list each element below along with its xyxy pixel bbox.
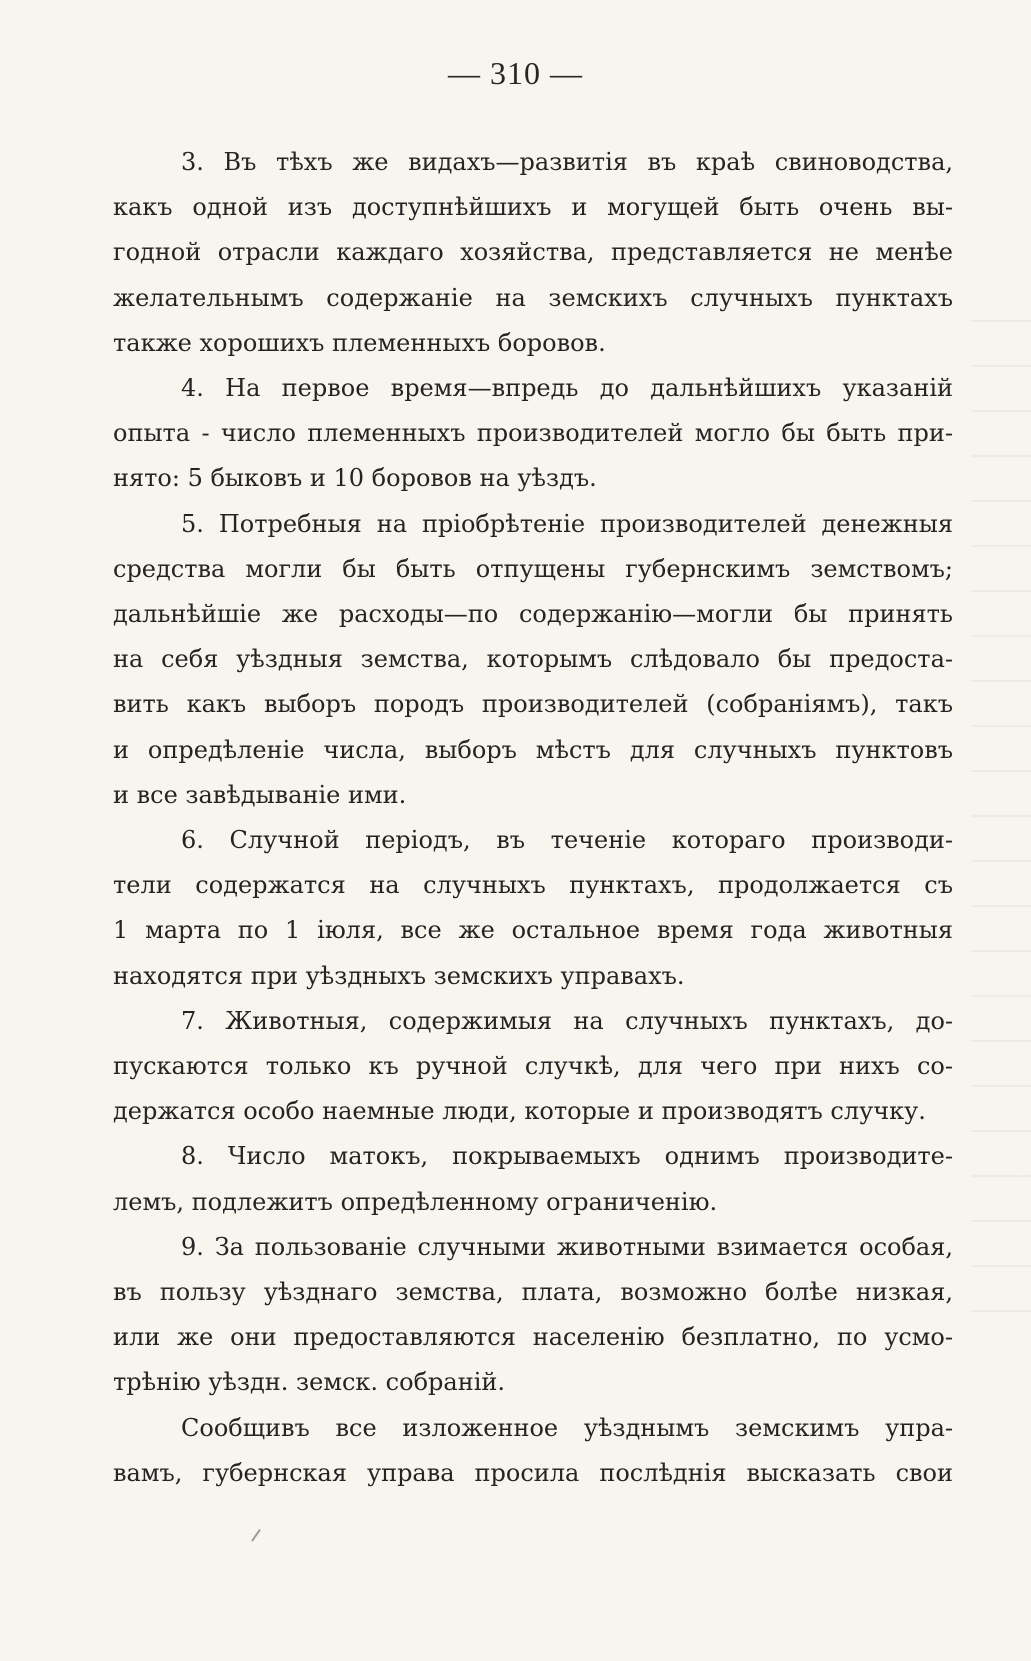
text-line: также хорошихъ племенныхъ боровов. — [113, 328, 606, 357]
paragraph-p5 — [113, 502, 953, 818]
text-line: находятся при уѣздныхъ земскихъ управахъ. — [113, 961, 685, 990]
paragraph-p10 — [113, 1406, 953, 1496]
page-number: — 310 — — [448, 55, 583, 91]
paragraph-p8 — [113, 1134, 953, 1224]
text-line: держатся особо наемные люди, которые и производятъ случку. — [113, 1097, 926, 1126]
text-line: лемъ, подлежитъ опредѣленному ограниченію. — [113, 1187, 718, 1216]
text-line: и опредѣленіе числа, выборъ мѣстъ для случныхъ пунктовъ — [113, 735, 953, 764]
text-line: дальнѣйшіе же расходы—по содержанію—могли бы принять — [113, 600, 953, 629]
stray-pencil-mark — [251, 1529, 261, 1542]
text-line: или же они предоставляются населенію безплатно, по усмо- — [113, 1323, 953, 1352]
text-line: 1 марта по 1 іюля, все же остальное время года животныя — [113, 916, 953, 945]
paragraph-p7 — [113, 999, 953, 1135]
text-line: опыта - число племенныхъ производителей могло бы быть при- — [113, 419, 953, 448]
text-line: въ пользу уѣзднаго земства, плата, возможно болѣе низкая, — [113, 1278, 953, 1307]
text-line: 3. Въ тѣхъ же видахъ—развитія въ краѣ свиноводства, — [181, 148, 953, 176]
text-line: 9. За пользованіе случными животными взимается особая, — [181, 1232, 953, 1261]
text-line: вить какъ выборъ породъ производителей (собраніямъ), такъ — [113, 690, 953, 719]
text-line: Сообщивъ все изложенное уѣзднымъ земскимъ упра- — [181, 1413, 953, 1442]
text-line: пускаются только къ ручной случкѣ, для чего при нихъ со- — [113, 1052, 953, 1081]
bleed-through-shadow — [971, 320, 1031, 1320]
paragraph-p6 — [113, 818, 953, 999]
text-line: тели содержатся на случныхъ пунктахъ, продолжается съ — [113, 871, 953, 900]
text-line: на себя уѣздныя земства, которымъ слѣдовало бы предоста- — [113, 645, 953, 674]
paragraph-p3 — [113, 140, 953, 366]
text-line: какъ одной изъ доступнѣйшихъ и могущей быть очень вы- — [113, 193, 953, 222]
text-line: 4. На первое время—впредь до дальнѣйшихъ указаній — [181, 374, 953, 403]
text-line: и все завѣдываніе ими. — [113, 780, 407, 809]
paragraph-p4 — [113, 366, 953, 502]
text-line: нято: 5 быковъ и 10 боровов на уѣздъ. — [113, 464, 597, 493]
text-line: 6. Случной періодъ, въ теченіе котораго производи- — [181, 826, 953, 855]
text-line: годной отрасли каждаго хозяйства, представляется не менѣе — [113, 238, 953, 267]
text-line: желательнымъ содержаніе на земскихъ случныхъ пунктахъ — [113, 283, 953, 312]
text-body — [113, 140, 953, 1496]
text-line: трѣнію уѣздн. земск. собраній. — [113, 1368, 505, 1397]
text-line: 8. Число матокъ, покрываемыхъ однимъ производите- — [181, 1142, 953, 1171]
text-line: 5. Потребныя на пріобрѣтеніе производителей денежныя — [181, 509, 953, 538]
text-line: средства могли бы быть отпущены губернскимъ земствомъ; — [113, 554, 953, 583]
text-line: вамъ, губернская управа просила послѣднія высказать свои — [113, 1458, 953, 1487]
paragraph-p9 — [113, 1225, 953, 1406]
text-line: 7. Животныя, содержимыя на случныхъ пунктахъ, до- — [181, 1006, 953, 1035]
